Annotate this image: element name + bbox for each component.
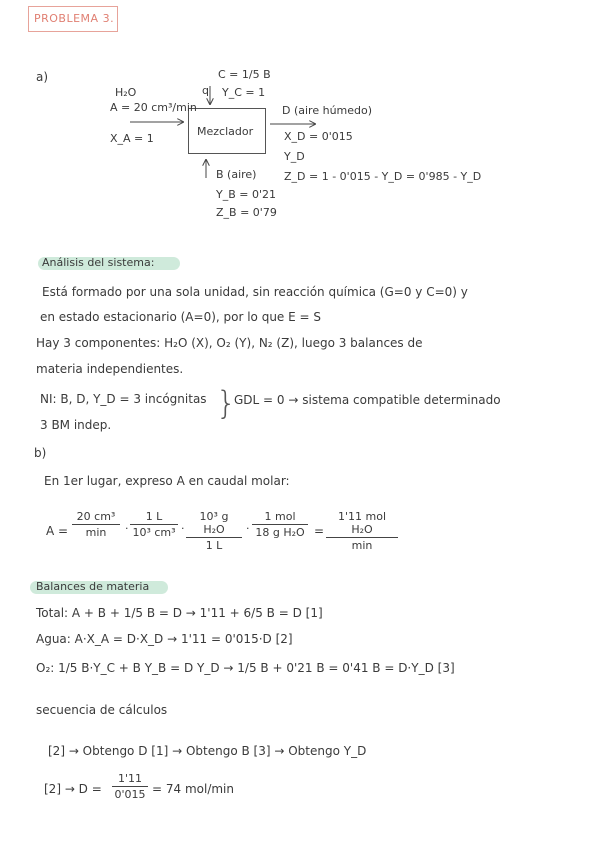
balance-total: Total: A + B + 1/5 B = D → 1'11 + 6/5 B = D [1] (36, 606, 323, 620)
stream-a-x: X_A = 1 (110, 132, 154, 145)
fraction-1 (72, 510, 120, 539)
part-b-label: b) (34, 446, 47, 460)
fraction-2-den: 10³ cm³ (132, 526, 176, 539)
stream-d-label: D (aire húmedo) (282, 104, 373, 117)
fraction-3-den: 1 L (205, 539, 223, 552)
stream-d-y: Y_D (284, 150, 305, 163)
dot-1: · (125, 522, 129, 535)
dot-3: · (246, 522, 250, 535)
fraction-3-num: 10³ g H₂O (186, 510, 242, 538)
stream-a-flow: A = 20 cm³/min (110, 101, 197, 114)
step-num: 1'11 (112, 772, 148, 787)
analysis-heading: Análisis del sistema: (42, 256, 155, 269)
stream-c-y: Y_C = 1 (222, 86, 266, 99)
analysis-line-4: materia independientes. (36, 362, 184, 376)
step-fraction (112, 772, 148, 801)
step-lhs: [2] → D = (44, 782, 102, 796)
step-den: 0'015 (114, 788, 146, 801)
stream-c-eq: C = 1/5 B (218, 68, 271, 81)
analysis-line-3: Hay 3 componentes: H₂O (X), O₂ (Y), N₂ (Z), luego 3 balances de (36, 336, 423, 350)
stream-a-water: H₂O (115, 86, 137, 99)
mixer-unit (188, 108, 266, 154)
fraction-2 (130, 510, 178, 539)
sequence-line: [2] → Obtengo D [1] → Obtengo B [3] → Obtengo Y_D (48, 744, 367, 758)
fraction-1-num: 20 cm³ (72, 510, 120, 525)
gdl-line: GDL = 0 → sistema compatible determinado (234, 393, 501, 407)
stream-b-label: B (aire) (216, 168, 257, 181)
fraction-1-den: min (85, 526, 107, 539)
fraction-result-den: min (351, 539, 373, 552)
fraction-3 (186, 510, 242, 552)
fraction-4 (252, 510, 308, 539)
balances-heading: Balances de materia (36, 580, 150, 593)
part-a-label: a) (36, 70, 49, 84)
conversion-lhs: A = (46, 524, 69, 538)
q-label: q (202, 84, 209, 97)
fraction-4-den: 18 g H₂O (255, 526, 305, 539)
step-result: = 74 mol/min (152, 782, 234, 796)
stream-b-y: Y_B = 0'21 (216, 188, 276, 201)
balance-o2: O₂: 1/5 B·Y_C + B Y_B = D Y_D → 1/5 B + 0'21 B = 0'41 B = D·Y_D [3] (36, 661, 455, 675)
analysis-line-1: Está formado por una sola unidad, sin reacción química (G=0 y C=0) y (42, 285, 468, 299)
part-b-intro: En 1er lugar, expreso A en caudal molar: (44, 474, 290, 488)
mixer-label: Mezclador (197, 125, 254, 138)
dot-2: · (181, 522, 185, 535)
ni-line: NI: B, D, Y_D = 3 incógnitas (40, 392, 207, 406)
conversion-eq: = (314, 524, 325, 538)
stream-d-x: X_D = 0'015 (284, 130, 353, 143)
brace-icon: } (216, 384, 237, 422)
fraction-result (326, 510, 398, 552)
problem-title: PROBLEMA 3. (34, 12, 115, 25)
analysis-line-2: en estado estacionario (A=0), por lo que E = S (40, 310, 322, 324)
stream-d-z: Z_D = 1 - 0'015 - Y_D = 0'985 - Y_D (284, 170, 482, 183)
stream-b-z: Z_B = 0'79 (216, 206, 277, 219)
fraction-2-num: 1 L (130, 510, 178, 525)
balance-agua: Agua: A·X_A = D·X_D → 1'11 = 0'015·D [2] (36, 632, 293, 646)
fraction-4-num: 1 mol (252, 510, 308, 525)
fraction-result-num: 1'11 mol H₂O (326, 510, 398, 538)
bm-line: 3 BM indep. (40, 418, 112, 432)
sequence-heading: secuencia de cálculos (36, 703, 168, 717)
